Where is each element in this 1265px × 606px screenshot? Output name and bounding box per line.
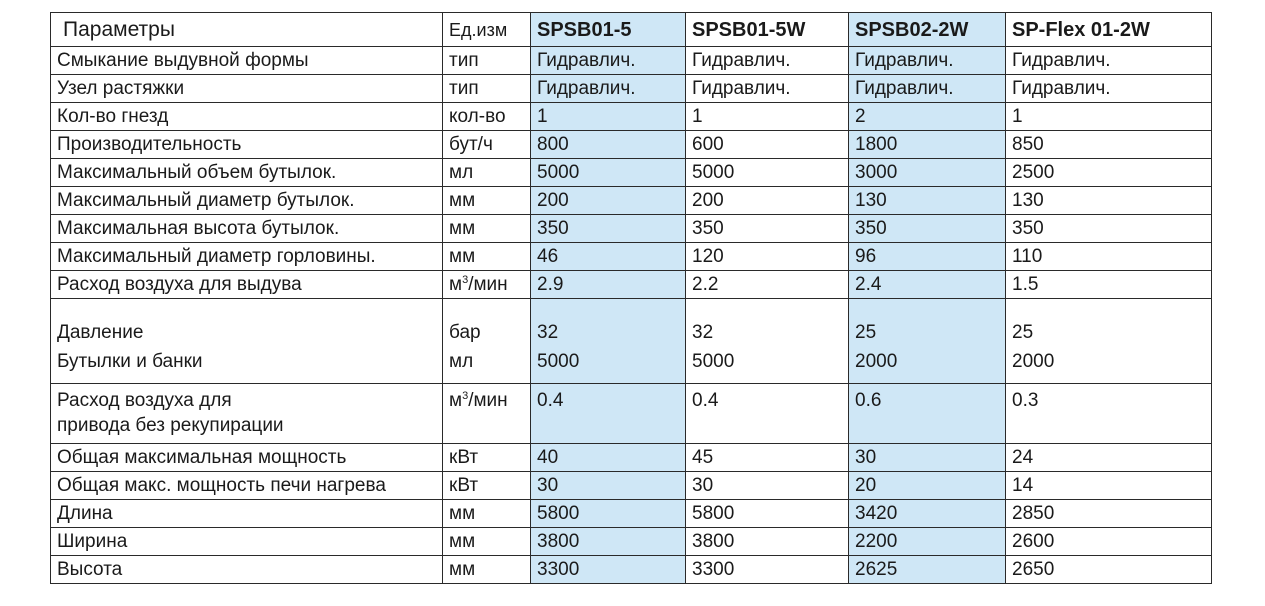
unit-cell <box>443 500 531 528</box>
value-cell <box>686 271 849 299</box>
value-cell-text: 46 <box>537 245 559 267</box>
unit-cell <box>443 187 531 215</box>
unit-cell <box>443 159 531 187</box>
value-cell <box>849 215 1006 243</box>
value-cell-text: 3800 <box>537 530 580 552</box>
value-cell-text: 5000 <box>692 351 735 372</box>
value-cell-text: Гидравлич. <box>855 49 954 71</box>
table-row <box>51 384 1212 444</box>
value-cell-text: 1 <box>537 105 548 127</box>
value-cell <box>849 299 1006 384</box>
param-cell <box>51 384 443 444</box>
param-cell <box>51 159 443 187</box>
value-cell <box>531 103 686 131</box>
table-row <box>51 271 1212 299</box>
param-cell-text: Общая макс. мощность печи нагрева <box>57 474 386 496</box>
table-row <box>51 187 1212 215</box>
spec-table-body <box>51 47 1212 584</box>
value-cell <box>686 243 849 271</box>
value-cell <box>686 131 849 159</box>
value-cell <box>1006 47 1212 75</box>
param-cell <box>51 215 443 243</box>
param-cell-text: Длина <box>57 502 113 524</box>
param-cell-text: Ширина <box>57 530 128 552</box>
table-row <box>51 47 1212 75</box>
value-cell-text: 1 <box>692 105 703 127</box>
value-cell <box>1006 243 1212 271</box>
param-cell <box>51 243 443 271</box>
unit-cell-text: мм <box>449 502 476 524</box>
value-cell-text: 2650 <box>1012 558 1055 580</box>
value-cell-text: 200 <box>692 189 724 211</box>
value-cell-text: 5000 <box>537 161 580 183</box>
value-cell <box>531 215 686 243</box>
value-cell-text: 0.3 <box>1012 390 1039 411</box>
unit-cell-text: кВт <box>449 446 479 468</box>
value-cell <box>1006 215 1212 243</box>
param-cell-text: привода без рекупирации <box>57 415 284 436</box>
value-cell <box>686 299 849 384</box>
value-cell <box>1006 444 1212 472</box>
unit-cell <box>443 528 531 556</box>
value-cell-text: 130 <box>855 189 887 211</box>
param-cell <box>51 47 443 75</box>
value-cell-text: 2.2 <box>692 273 719 295</box>
value-cell-text: 5000 <box>692 161 735 183</box>
value-cell-text: 3420 <box>855 502 898 524</box>
value-cell-text: Гидравлич. <box>537 77 636 99</box>
unit-cell <box>443 103 531 131</box>
value-cell <box>849 528 1006 556</box>
value-cell-text: 0.4 <box>537 390 564 411</box>
param-cell <box>51 299 443 384</box>
header-param: Параметры <box>51 13 443 47</box>
unit-cell-text: бут/ч <box>449 133 493 155</box>
value-cell-text: 1800 <box>855 133 898 155</box>
value-cell-text: 2000 <box>855 351 898 372</box>
value-cell <box>1006 472 1212 500</box>
header-model: SPSB01-5 <box>531 13 686 47</box>
param-cell <box>51 444 443 472</box>
value-cell <box>531 159 686 187</box>
value-cell <box>849 444 1006 472</box>
table-row <box>51 556 1212 584</box>
param-cell <box>51 500 443 528</box>
param-cell-text: Максимальный объем бутылок. <box>57 161 337 183</box>
unit-cell <box>443 444 531 472</box>
value-cell <box>686 159 849 187</box>
table-row <box>51 103 1212 131</box>
value-cell <box>849 103 1006 131</box>
value-cell <box>849 131 1006 159</box>
value-cell <box>531 299 686 384</box>
param-cell <box>51 472 443 500</box>
value-cell <box>531 472 686 500</box>
value-cell-text: 2.4 <box>855 273 882 295</box>
table-row <box>51 500 1212 528</box>
value-cell-text: 2000 <box>1012 351 1055 372</box>
value-cell <box>531 75 686 103</box>
param-cell-text: Расход воздуха для выдува <box>57 273 302 295</box>
table-row <box>51 159 1212 187</box>
value-cell <box>1006 556 1212 584</box>
value-cell-text: 0.6 <box>855 390 882 411</box>
value-cell-text: 110 <box>1012 245 1043 267</box>
table-row <box>51 444 1212 472</box>
value-cell <box>531 556 686 584</box>
unit-cell-text: мм <box>449 189 476 211</box>
value-cell-text: 32 <box>692 322 714 343</box>
param-cell-text: Смыкание выдувной формы <box>57 49 309 71</box>
value-cell-text: 20 <box>855 474 877 496</box>
header-model: SP-Flex 01-2W <box>1006 13 1212 47</box>
value-cell <box>531 384 686 444</box>
value-cell-text: Гидравлич. <box>692 49 791 71</box>
value-cell-text: 0.4 <box>692 390 719 411</box>
param-cell <box>51 187 443 215</box>
value-cell-text: 2.9 <box>537 273 564 295</box>
param-cell-text: Общая максимальная мощность <box>57 446 347 468</box>
unit-cell-text: бар <box>449 322 481 343</box>
value-cell-text: Гидравлич. <box>537 49 636 71</box>
value-cell <box>686 528 849 556</box>
header-model: SPSB02-2W <box>849 13 1006 47</box>
value-cell <box>686 444 849 472</box>
value-cell-text: 350 <box>1012 217 1044 239</box>
unit-cell <box>443 215 531 243</box>
unit-cell-text: тип <box>449 49 479 71</box>
param-cell-text: Производительность <box>57 133 242 155</box>
unit-cell-text: мм <box>449 558 476 580</box>
value-cell-text: 2200 <box>855 530 898 552</box>
value-cell <box>686 47 849 75</box>
value-cell <box>686 215 849 243</box>
value-cell <box>531 528 686 556</box>
value-cell-text: Гидравлич. <box>855 77 954 99</box>
value-cell-text: 5800 <box>692 502 735 524</box>
value-cell <box>531 500 686 528</box>
unit-cell <box>443 271 531 299</box>
value-cell-text: Гидравлич. <box>1012 77 1111 99</box>
param-cell-text: Узел растяжки <box>57 77 185 99</box>
value-cell <box>849 500 1006 528</box>
table-row <box>51 528 1212 556</box>
value-cell <box>1006 528 1212 556</box>
unit-cell-text: тип <box>449 77 479 99</box>
value-cell-text: 5000 <box>537 351 580 372</box>
value-cell <box>849 472 1006 500</box>
value-cell-text: 30 <box>855 446 877 468</box>
value-cell-text: 200 <box>537 189 569 211</box>
value-cell <box>849 47 1006 75</box>
value-cell-text: 25 <box>1012 322 1034 343</box>
value-cell-text: 2500 <box>1012 161 1055 183</box>
unit-cell <box>443 299 531 384</box>
table-row <box>51 131 1212 159</box>
param-cell-text: Расход воздуха для <box>57 390 232 411</box>
value-cell-text: 45 <box>692 446 714 468</box>
param-cell-text: Высота <box>57 558 123 580</box>
value-cell <box>686 187 849 215</box>
value-cell-text: 2625 <box>855 558 898 580</box>
value-cell-text: 25 <box>855 322 877 343</box>
param-cell <box>51 528 443 556</box>
value-cell-text: 24 <box>1012 446 1034 468</box>
value-cell-text: 3300 <box>692 558 735 580</box>
value-cell <box>1006 75 1212 103</box>
value-cell <box>686 556 849 584</box>
value-cell <box>686 103 849 131</box>
value-cell <box>849 243 1006 271</box>
value-cell <box>849 556 1006 584</box>
table-row <box>51 299 1212 384</box>
unit-cell-text: кол-во <box>449 105 506 127</box>
value-cell <box>1006 384 1212 444</box>
table-row <box>51 472 1212 500</box>
param-cell <box>51 271 443 299</box>
value-cell-text: 130 <box>1012 189 1044 211</box>
value-cell <box>686 500 849 528</box>
value-cell <box>686 472 849 500</box>
value-cell-text: 40 <box>537 446 559 468</box>
value-cell-text: 3800 <box>692 530 735 552</box>
value-cell <box>849 271 1006 299</box>
unit-cell-text: мм <box>449 245 476 267</box>
value-cell-text: 850 <box>1012 133 1044 155</box>
param-cell-text: Кол-во гнезд <box>57 105 169 127</box>
value-cell-text: 800 <box>537 133 569 155</box>
value-cell <box>1006 159 1212 187</box>
value-cell-text: 5800 <box>537 502 580 524</box>
value-cell <box>531 131 686 159</box>
unit-cell <box>443 384 531 444</box>
value-cell <box>531 271 686 299</box>
unit-cell-text: мл <box>449 351 474 372</box>
value-cell <box>849 384 1006 444</box>
value-cell <box>1006 103 1212 131</box>
header-row <box>51 13 1212 47</box>
unit-cell-text: мл <box>449 161 474 183</box>
value-cell-text: Гидравлич. <box>1012 49 1111 71</box>
value-cell <box>1006 299 1212 384</box>
spec-table <box>50 12 1212 584</box>
unit-cell <box>443 75 531 103</box>
unit-cell <box>443 556 531 584</box>
unit-cell-text: мм <box>449 217 476 239</box>
value-cell-text: 2850 <box>1012 502 1055 524</box>
value-cell-text: 350 <box>692 217 724 239</box>
table-row <box>51 75 1212 103</box>
value-cell <box>531 444 686 472</box>
value-cell <box>686 384 849 444</box>
unit-cell <box>443 131 531 159</box>
param-cell <box>51 75 443 103</box>
value-cell-text: 1 <box>1012 105 1023 127</box>
param-cell <box>51 131 443 159</box>
value-cell-text: 120 <box>692 245 724 267</box>
value-cell <box>1006 271 1212 299</box>
unit-cell <box>443 243 531 271</box>
value-cell-text: 2 <box>855 105 866 127</box>
param-cell <box>51 103 443 131</box>
value-cell-text: Гидравлич. <box>692 77 791 99</box>
value-cell-text: 2600 <box>1012 530 1055 552</box>
unit-cell <box>443 472 531 500</box>
unit-cell <box>443 47 531 75</box>
value-cell <box>531 47 686 75</box>
param-cell-text: Максимальный диаметр горловины. <box>57 245 376 267</box>
value-cell-text: 30 <box>692 474 714 496</box>
value-cell <box>849 159 1006 187</box>
param-cell-text: Максимальная высота бутылок. <box>57 217 340 239</box>
header-unit: Ед.изм <box>443 13 531 47</box>
value-cell-text: 3300 <box>537 558 580 580</box>
param-cell <box>51 556 443 584</box>
value-cell <box>849 75 1006 103</box>
value-cell-text: 30 <box>537 474 559 496</box>
header-model: SPSB01-5W <box>686 13 849 47</box>
value-cell-text: 1.5 <box>1012 273 1039 295</box>
param-cell-text: Давление <box>57 322 144 343</box>
value-cell-text: 350 <box>537 217 569 239</box>
value-cell-text: 96 <box>855 245 877 267</box>
value-cell <box>1006 131 1212 159</box>
value-cell <box>686 75 849 103</box>
table-row <box>51 215 1212 243</box>
unit-cell-text: мм <box>449 530 476 552</box>
value-cell-text: 3000 <box>855 161 898 183</box>
unit-cell-text: кВт <box>449 474 479 496</box>
value-cell <box>1006 500 1212 528</box>
value-cell <box>849 187 1006 215</box>
param-cell-text: Максимальный диаметр бутылок. <box>57 189 355 211</box>
value-cell-text: 350 <box>855 217 887 239</box>
value-cell <box>1006 187 1212 215</box>
value-cell <box>531 187 686 215</box>
value-cell-text: 600 <box>692 133 724 155</box>
value-cell-text: 14 <box>1012 474 1034 496</box>
unit-cell-text: $м^3$/мин <box>449 273 508 295</box>
param-cell-text: Бутылки и банки <box>57 351 203 372</box>
table-row <box>51 243 1212 271</box>
value-cell-text: 32 <box>537 322 559 343</box>
unit-cell-text: $м^3$/мин <box>449 390 508 411</box>
value-cell <box>531 243 686 271</box>
